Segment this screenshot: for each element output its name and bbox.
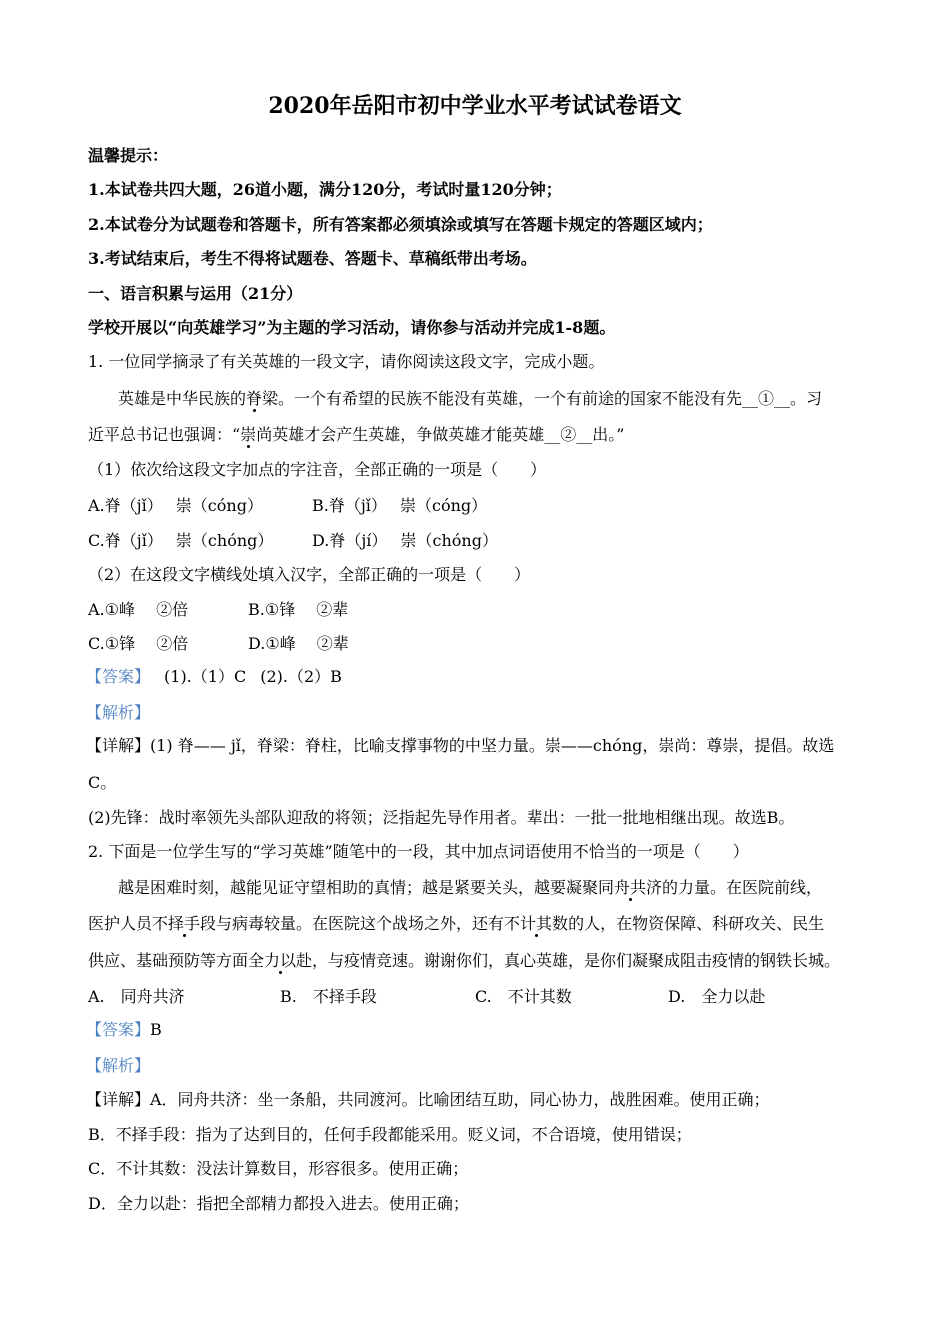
q2-analysis-tag: 【解析】 bbox=[86, 1056, 151, 1075]
q1-detail-line-3: (2)先锋：战时率领先头部队迎敌的将领；泛指起先导作用者。辈出：一批一批地相继出现。故选B。 bbox=[88, 808, 795, 827]
passage-text: ，与疫情竞速。谢谢你们，真心英雄，是你们凝聚成阻击疫情的钢铁长城。 bbox=[312, 951, 841, 970]
passage-text: 近平总书记也强调：“ bbox=[88, 425, 241, 444]
q2-passage-line-1 bbox=[118, 878, 822, 898]
q1-answer-line bbox=[86, 667, 342, 687]
tip-1: 1.本试卷共四大题，26道小题，满分120分，考试时量120分钟； bbox=[88, 180, 562, 199]
activity-intro: 学校开展以“向英雄学习”为主题的学习活动，请你参与活动并完成1-8题。 bbox=[88, 318, 616, 337]
passage-text: 的力量。在医院前线， bbox=[662, 878, 823, 897]
q1-sub1-option-c: C.脊（jǐ） 崇（chóng） bbox=[88, 531, 274, 550]
q1-analysis-tag: 【解析】 bbox=[86, 703, 151, 722]
q1-sub2-option-b: B.①锋 ②辈 bbox=[248, 600, 349, 619]
tip-3: 3.考试结束后，考生不得将试题卷、答题卡、草稿纸带出考场。 bbox=[88, 249, 537, 268]
passage-text: 供应、基础预防等方面 bbox=[88, 951, 249, 970]
q1-stem: 1. 一位同学摘录了有关英雄的一段文字，请你阅读这段文字，完成小题。 bbox=[88, 352, 605, 371]
answer-tag: 【答案】 bbox=[86, 1020, 151, 1039]
q2-detail-d: D．全力以赴：指把全部精力都投入进去。使用正确； bbox=[88, 1194, 469, 1213]
answer-part: (2). bbox=[260, 667, 288, 686]
q1-detail-line-1: 【详解】(1) 脊—— jǐ，脊梁：脊柱，比喻支撑事物的中坚力量。崇——chóng，崇尚：尊崇，提倡。故选 bbox=[86, 736, 835, 755]
q2-detail-c: C．不计其数：没法计算数目，形容很多。使用正确； bbox=[88, 1159, 469, 1178]
q2-stem: 2. 下面是一位学生写的“学习英雄”随笔中的一段，其中加点词语使用不恰当的一项是（ ） bbox=[88, 842, 749, 861]
dotted-char: 脊 bbox=[246, 389, 263, 408]
passage-text: 与病毒较量。在医院这个战场之外，还有 bbox=[216, 914, 505, 933]
dotted-phrase: 全力以赴 bbox=[248, 951, 313, 970]
passage-text: 英雄是中华民族的 bbox=[118, 389, 247, 408]
q2-option-a: A. 同舟共济 bbox=[88, 987, 185, 1006]
q1-sub1-option-b: B.脊（jǐ） 崇（cóng） bbox=[312, 496, 488, 515]
q2-passage-line-3 bbox=[88, 951, 840, 971]
q1-detail-line-2: C。 bbox=[88, 773, 117, 792]
q2-option-b: B. 不择手段 bbox=[280, 987, 377, 1006]
answer-tag: 【答案】 bbox=[86, 667, 151, 686]
passage-text: 尚英雄才会产生英雄，争做英雄才能英雄__②__出。” bbox=[256, 425, 625, 444]
page-title: 2020年岳阳市初中学业水平考试试卷语文 bbox=[268, 93, 682, 119]
section-heading: 一、语言积累与运用（21分） bbox=[88, 284, 303, 303]
tips-heading: 温馨提示： bbox=[88, 146, 169, 165]
dotted-phrase: 不择手段 bbox=[152, 914, 217, 933]
q1-sub2-option-a: A.①峰 ②倍 bbox=[88, 600, 189, 619]
answer-part: (1). bbox=[164, 667, 192, 686]
dotted-phrase: 同舟共济 bbox=[598, 878, 663, 897]
answer-value: B bbox=[150, 1020, 162, 1039]
answer-part: （1）C bbox=[191, 667, 247, 686]
q1-sub1-option-a: A.脊（jǐ） 崇（cóng） bbox=[88, 496, 263, 515]
q1-passage-line-1 bbox=[118, 389, 822, 409]
q2-answer-line bbox=[86, 1020, 162, 1040]
answer-part: （2）B bbox=[287, 667, 342, 686]
q1-sub2: （2）在这段文字横线处填入汉字，全部正确的一项是（ ） bbox=[88, 565, 531, 584]
passage-text: 医护人员 bbox=[88, 914, 153, 933]
q1-sub1-option-d: D.脊（jí） 崇（chóng） bbox=[312, 531, 498, 550]
passage-text: 越是困难时刻，越能见证守望相助的真情；越是紧要关头，越要凝聚 bbox=[118, 878, 599, 897]
q1-sub2-option-d: D.①峰 ②辈 bbox=[248, 634, 349, 653]
dotted-phrase: 不计其数 bbox=[504, 914, 569, 933]
q2-detail-b: B．不择手段：指为了达到目的，任何手段都能采用。贬义词，不合语境，使用错误； bbox=[88, 1125, 692, 1144]
passage-text: 梁。一个有希望的民族不能没有英雄，一个有前途的国家不能没有先__①__。习 bbox=[262, 389, 823, 408]
passage-text: 的人，在物资保障、科研攻关、民生 bbox=[568, 914, 825, 933]
q2-option-c: C. 不计其数 bbox=[475, 987, 572, 1006]
q1-sub1: （1）依次给这段文字加点的字注音，全部正确的一项是（ ） bbox=[88, 460, 547, 479]
dotted-char: 崇 bbox=[240, 425, 257, 444]
tip-2: 2.本试卷分为试题卷和答题卡，所有答案都必须填涂或填写在答题卡规定的答题区域内； bbox=[88, 215, 713, 234]
q1-sub2-option-c: C.①锋 ②倍 bbox=[88, 634, 189, 653]
q2-option-d: D. 全力以赴 bbox=[668, 987, 766, 1006]
q1-passage-line-2 bbox=[88, 425, 624, 445]
q2-detail-a: 【详解】A．同舟共济：坐一条船，共同渡河。比喻团结互助，同心协力，战胜困难。使用正确； bbox=[86, 1090, 770, 1109]
q2-passage-line-2 bbox=[88, 914, 824, 934]
